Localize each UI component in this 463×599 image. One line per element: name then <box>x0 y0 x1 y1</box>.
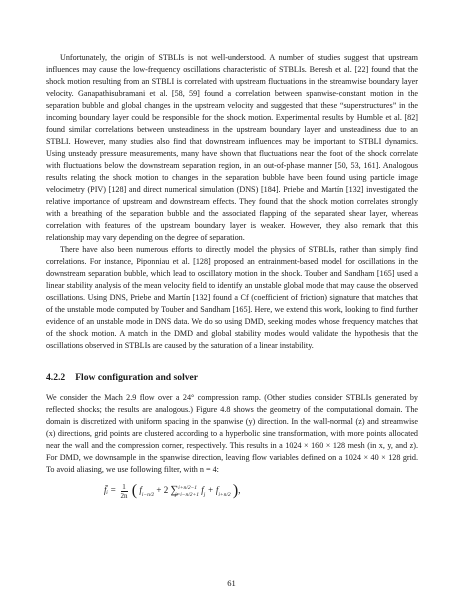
fraction-numerator: 1 <box>122 482 126 491</box>
paragraph-intro-1: Unfortunately, the origin of STBLIs is not well-understood. A number of studies suggest that upstream influences may cause the low-frequency oscillations characteristic of STBLIs. Beresh et al. [22] found that the shock motion resulting from an STBLI is correlated with upstream fluctuations in the streamwise boundary layer velocity. Ganapathisubramani et al. [58, 59] found a correlation between spanwise-constant motion in the separation bubble and global changes in the upstream velocity and suggested that these “superstructures” in the incoming boundary layer could be responsible for the shock motion. Experimental results by Humble et al. [82] found similar correlations between unsteadiness in the upstream boundary layer and unsteadiness due to an STBLI. However, many studies also find that downstream influences may be important to STBLI dynamics. Using unsteady pressure measurements, many have shown that fluctuations near the foot of the shock correlate with fluctuations below the downstream separation region, in an out-of-phase manner [50, 53, 161]. Analogous results relating the shock motion to changes in the separation bubble have been found using particle image velocimetry (PIV) [128] and direct numerical simulation (DNS) [184]. Priebe and Martín [132] investigated the relative importance of upstream and downstream effects. They found that the shock motion correlates strongly with a breathing of the separation bubble and the associated flapping of the separated shear layer, whereas correlation with features of the upstream boundary layer is weaker. However, they also remark that this relationship may vary depending on the degree of separation. <box>46 53 418 242</box>
close-paren: ) <box>232 482 239 499</box>
equation-term-1-subscript: i−n/2 <box>141 491 155 498</box>
filter-equation <box>46 478 418 508</box>
equation-lhs: f̄ᵢ = <box>104 485 117 496</box>
fraction-denominator: 2n <box>120 491 128 500</box>
paragraph-flow-configuration: We consider the Mach 2.9 flow over a 24° compression ramp. (Other studies consider STBLIs generated by reflected shocks; the results are analogous.) Figure 4.8 shows the geometry of the computational domain. The domain is discretized with uniform spacing in the spanwise (y) direction. In the wall-normal (z) and streamwise (x) directions, grid points are clustered according to a hyperbolic sine transformation, with more points allocated near the wall and the compression corner, respectively. This results in a 1024 × 160 × 128 mesh (in x, y, and z). For DMD, we downsample in the spanwise direction, leaving flow variables defined on a 1024 × 40 × 128 grid. To avoid aliasing, we use following filter, with n = 4: <box>46 393 418 474</box>
equation-plus-two: + 2 <box>156 485 169 496</box>
equation-term-1: f <box>139 485 142 496</box>
section-heading <box>46 372 418 384</box>
summation-lower: j=i−n/2+1 <box>175 491 199 498</box>
summation-sign: ∑ <box>170 484 179 497</box>
equation-fraction <box>121 483 128 500</box>
open-paren: ( <box>131 482 138 499</box>
equation-tail: , <box>238 485 241 496</box>
summation-upper: i+n/2−1 <box>178 485 198 492</box>
equation-term-3-subscript: i+n/2 <box>218 491 231 498</box>
equation-term-2: f <box>201 485 204 496</box>
equation-term-2-subscript: j <box>203 491 206 498</box>
section-title: Flow configuration and solver <box>75 372 199 383</box>
equation-plus-f: + f <box>207 485 219 496</box>
page-body <box>46 52 418 508</box>
paragraph-intro-2: There have also been numerous efforts to directly model the physics of STBLIs, rather than simply find correlations. For instance, Piponniau et al. [128] proposed an entrainment-based model for oscillations in the downstream separation bubble, which lead to oscillatory motion in the shock. Touber and Sandham [165] used a linear stability analysis of the mean velocity field to identify an unstable global mode that may cause the observed oscillations. Using DNS, Priebe and Martín [132] found a Cf (coefficient of friction) signature that matches that of the unstable mode computed by Touber and Sandham [165]. Here, we extend this work, looking to find further evidence of an unstable mode in DNS data. We do so using DMD, seeking modes whose frequency matches that of the shock motion. A match in the DMD and global stability modes would validate the hypothesis that the oscillations observed in STBLIs are caused by the saturation of a linear instability. <box>46 245 418 350</box>
page-number: 61 <box>227 578 236 588</box>
section-number: 4.2.2 <box>46 372 66 383</box>
